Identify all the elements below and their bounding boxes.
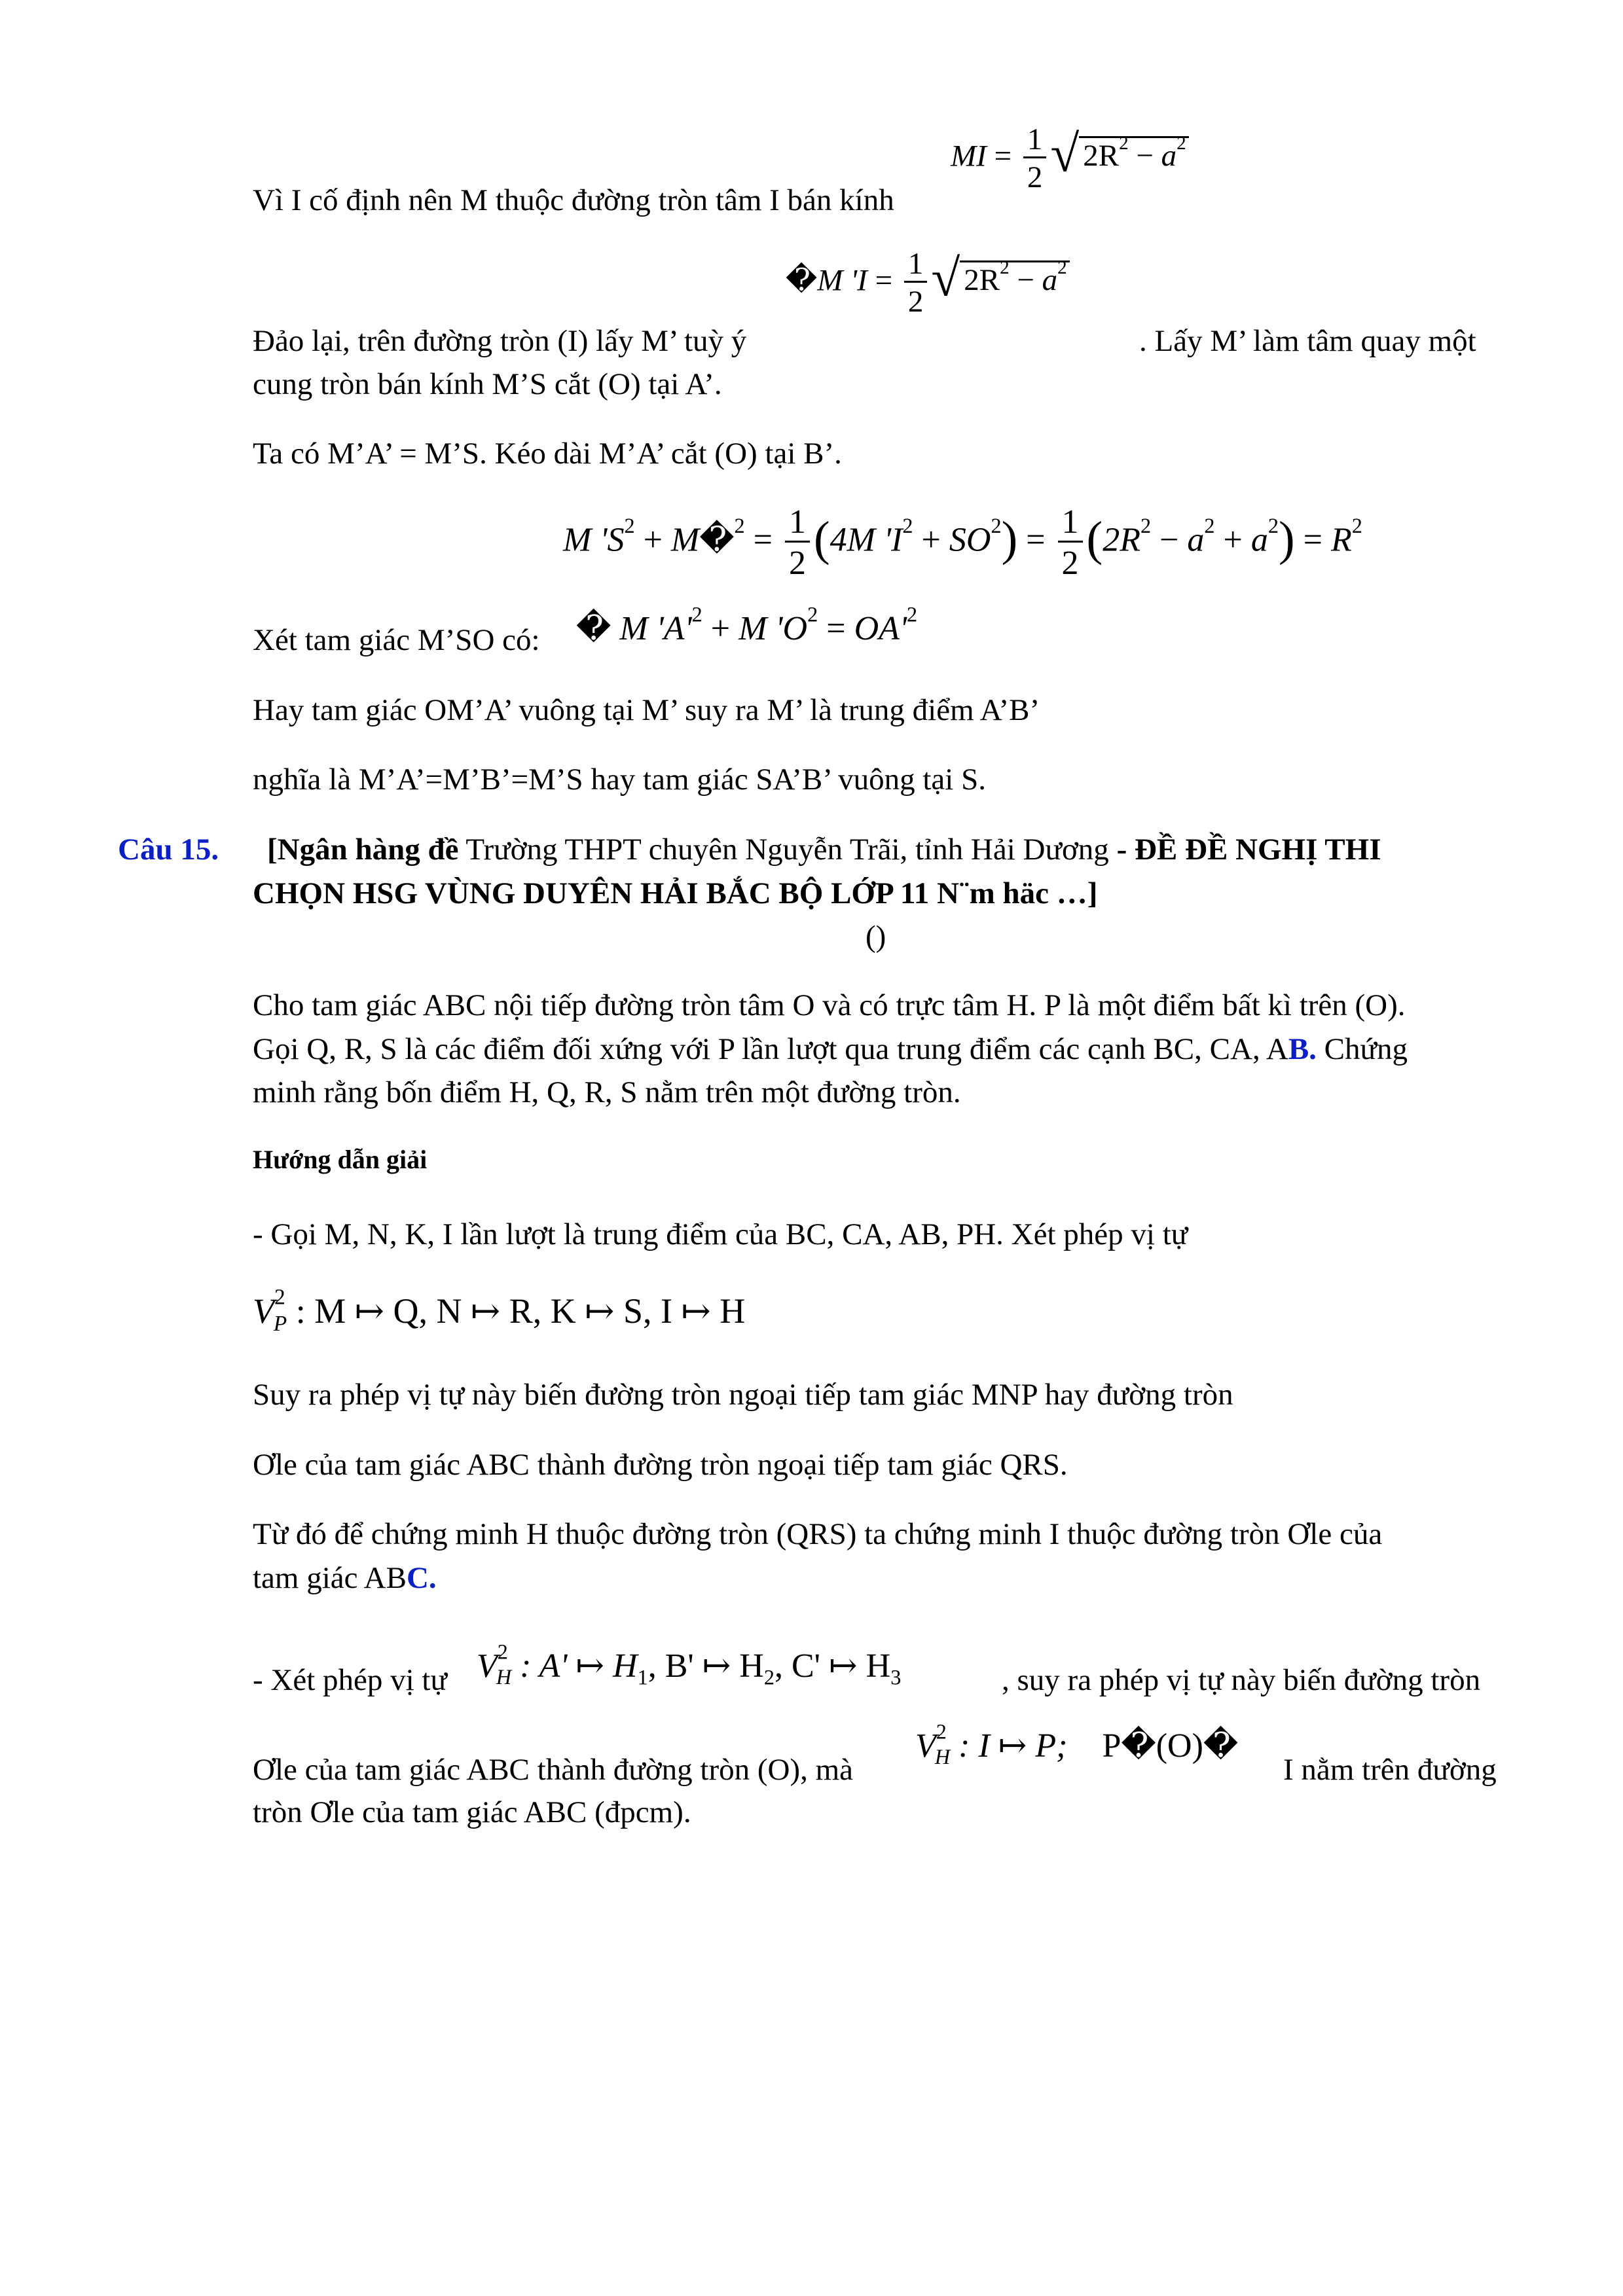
text-line: Vì I cố định nên M thuộc đường tròn tâm I bán kính <box>253 183 894 217</box>
formula-mi: MI = $\frac{1}{2}$ √ $2R^2 - a^2$ <box>951 124 1189 193</box>
text-line: . Lấy M’ làm tâm quay một <box>1139 324 1476 358</box>
text-line: I nằm trên đường <box>1283 1753 1497 1787</box>
text-line: - Xét phép vị tự <box>253 1663 447 1697</box>
text-line: Ta có M’A’ = M’S. Kéo dài M’A’ cắt (O) tại B’. <box>253 437 842 471</box>
text-line: tròn Ơle của tam giác ABC (đpcm). <box>253 1795 691 1829</box>
centered-text: () <box>866 920 886 954</box>
homothety-map-2: $V^2_H$ : A' ↦ $H_1$, B' ↦ $H_2$, C' ↦ $H_3$ <box>477 1640 902 1689</box>
solution-heading: Hướng dẫn giải <box>253 1145 428 1174</box>
text-line: nghĩa là M’A’=M’B’=M’S hay tam giác SA’B’ vuông tại S. <box>253 762 986 797</box>
question-source-line2: CHỌN HSG VÙNG DUYÊN HẢI BẮC BỘ LỚP 11 N¨m häc …] <box>253 876 1098 910</box>
homothety-map-3: $V^2_H$ : I ↦ P; P�(O)� <box>915 1719 1239 1769</box>
formula-pythagoras: � M '$A'^2 + M$ '$O^2 = OA'^2$ <box>576 602 918 647</box>
text-line: cung tròn bán kính M’S cắt (O) tại A’. <box>253 367 722 401</box>
homothety-map: $V^2_P$ : M ↦ Q, N ↦ R, K ↦ S, I ↦ H <box>253 1285 746 1336</box>
formula-m-prime-i: �M 'I = $\frac{1}{2}$ √ $2R^2 - a^2$ <box>786 249 1070 317</box>
text-line: - Gọi M, N, K, I lần lượt là trung điểm của BC, CA, AB, PH. Xét phép vị tự <box>253 1217 1188 1251</box>
text-line: Ơle của tam giác ABC thành đường tròn (O), mà <box>253 1753 854 1787</box>
text-line: Suy ra phép vị tự này biến đường tròn ngoại tiếp tam giác MNP hay đường tròn <box>253 1378 1233 1412</box>
question-source: [Ngân hàng đề Trường THPT chuyên Nguyễn Trãi, tỉnh Hải Dương - ĐỀ ĐỀ NGHỊ THI <box>267 833 1381 867</box>
text-line: Ơle của tam giác ABC thành đường tròn ngoại tiếp tam giác QRS. <box>253 1448 1068 1482</box>
equation: M '$S^2$ + M�$^2$ = $\frac{1}{2}$ (4M '$I^2 + SO^2$) = $\frac{1}{2}$ $(2R^2 - a^2 + a^2) = R^2$ <box>563 503 1362 582</box>
text-line: Xét tam giác M’SO có: <box>253 623 540 657</box>
problem-text: minh rằng bốn điểm H, Q, R, S nằm trên một đường tròn. <box>253 1075 961 1109</box>
problem-text: Cho tam giác ABC nội tiếp đường tròn tâm O và có trực tâm H. P là một điểm bất kì trên (O). <box>253 988 1406 1022</box>
text-line: , suy ra phép vị tự này biến đường tròn <box>1002 1663 1481 1697</box>
text-line: Từ đó để chứng minh H thuộc đường tròn (QRS) ta chứng minh I thuộc đường tròn Ơle của <box>253 1517 1383 1551</box>
problem-text: Gọi Q, R, S là các điểm đối xứng với P lần lượt qua trung điểm các cạnh BC, CA, AB. Chứng <box>253 1032 1408 1066</box>
text-line: Đảo lại, trên đường tròn (I) lấy M’ tuỳ ý <box>253 324 747 358</box>
question-label: Câu 15. <box>118 833 219 867</box>
text-line: Hay tam giác OM’A’ vuông tại M’ suy ra M’ là trung điểm A’B’ <box>253 693 1040 727</box>
text-line: tam giác ABC. <box>253 1561 437 1595</box>
